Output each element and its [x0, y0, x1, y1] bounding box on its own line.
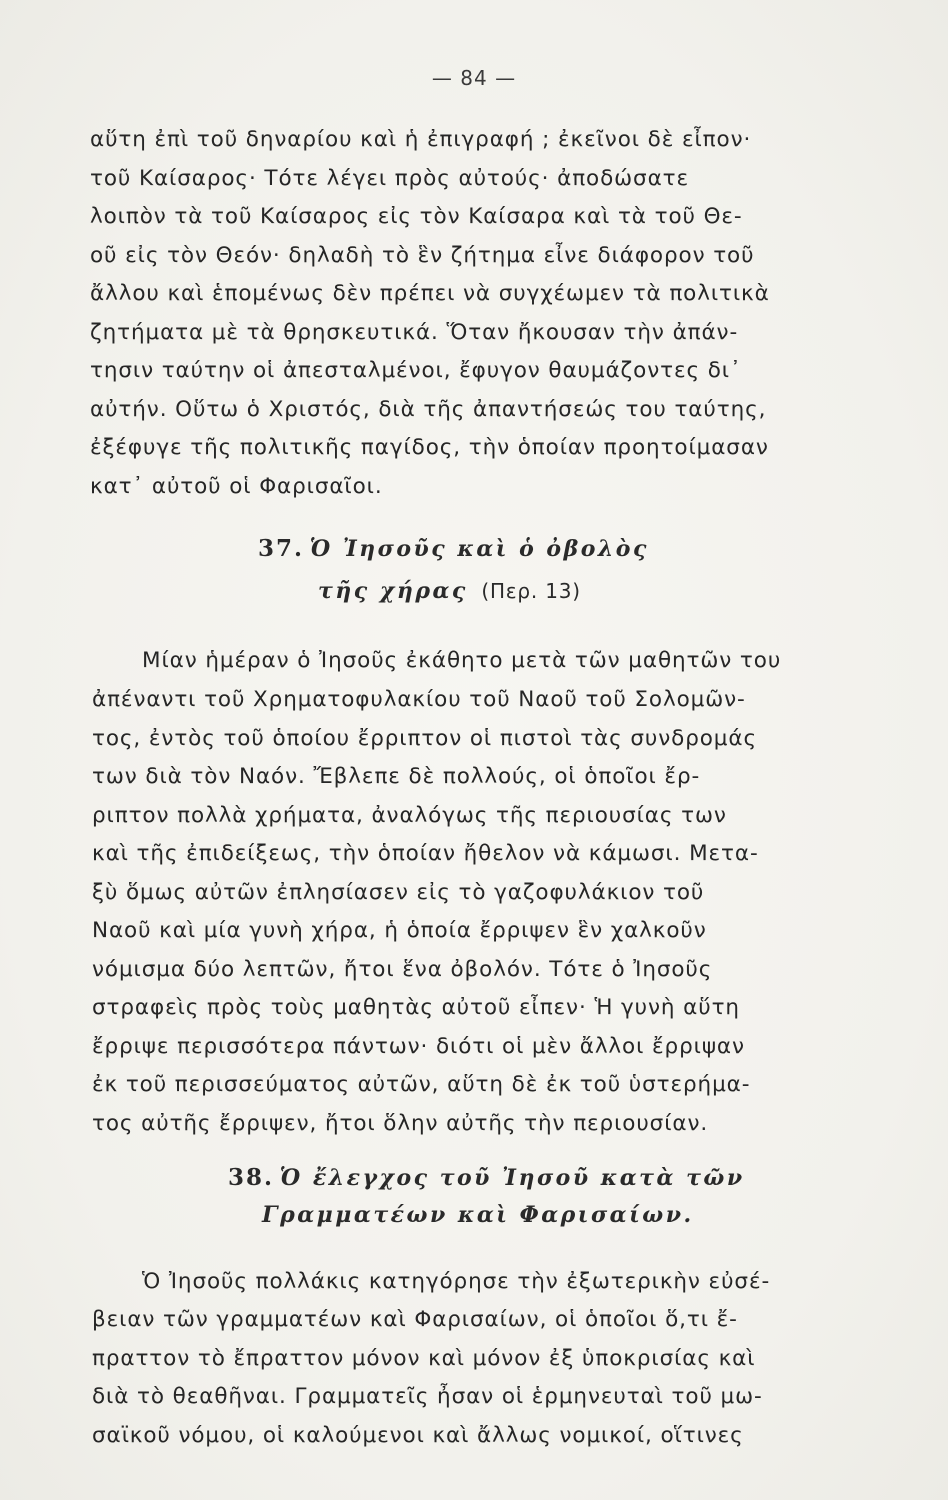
- text-line: Μίαν ἡμέραν ὁ Ἰησοῦς ἐκάθητο μετὰ τῶν μαθητῶν του: [142, 648, 782, 673]
- section-title: τῆς χήρας: [318, 578, 468, 604]
- text-line: κατ᾽ αὐτοῦ οἱ Φαρισαῖοι.: [90, 474, 383, 499]
- text-line: ἐκ τοῦ περισσεύματος αὐτῶν, αὕτη δὲ ἐκ τοῦ ὑστερήμα-: [92, 1072, 751, 1097]
- text-line: στραφεὶς πρὸς τοὺς μαθητὰς αὐτοῦ εἶπεν· Ἡ γυνὴ αὕτη: [92, 995, 740, 1020]
- text-line: ἔρριψε περισσότερα πάντων· διότι οἱ μὲν ἄλλοι ἔρριψαν: [92, 1034, 745, 1059]
- text-line: ἀπέναντι τοῦ Χρηματοφυλακίου τοῦ Ναοῦ τοῦ Σολομῶν-: [92, 687, 746, 712]
- text-line: ζητήματα μὲ τὰ θρησκευτικά. Ὅταν ἤκουσαν τὴν ἀπάν-: [90, 320, 739, 345]
- text-line: τος, ἐντὸς τοῦ ὁποίου ἔρριπτον οἱ πιστοὶ τὰς συνδρομάς: [92, 726, 757, 751]
- text-line: ἄλλου καὶ ἑπομένως δὲν πρέπει νὰ συγχέωμεν τὰ πολιτικὰ: [90, 281, 770, 306]
- text-line: βειαν τῶν γραμματέων καὶ Φαρισαίων, οἱ ὁποῖοι ὅ,τι ἔ-: [92, 1307, 738, 1332]
- text-line: ξὺ ὅμως αὐτῶν ἐπλησίασεν εἰς τὸ γαζοφυλάκιον τοῦ: [92, 880, 705, 905]
- section-number: 37.: [258, 535, 305, 562]
- section-38-heading-line-2: [262, 1202, 694, 1228]
- section-title: Ὁ Ἰησοῦς καὶ ὁ ὀβολὸς: [309, 536, 649, 562]
- text-line: Ὁ Ἰησοῦς πολλάκις κατηγόρησε τὴν ἐξωτερικὴν εὐσέ-: [142, 1269, 771, 1294]
- text-line: τησιν ταύτην οἱ ἀπεσταλμένοι, ἔφυγον θαυμάζοντες δι᾽: [90, 358, 742, 383]
- text-line: πραττον τὸ ἔπραττον μόνον καὶ μόνον ἐξ ὑποκρισίας καὶ: [92, 1346, 756, 1371]
- page-number: — 84 —: [431, 66, 517, 90]
- text-line: σαϊκοῦ νόμου, οἱ καλούμενοι καὶ ἄλλως νομικοί, οἵτινες: [92, 1423, 744, 1448]
- section-title: Ὁ ἔλεγχος τοῦ Ἰησοῦ κατὰ τῶν: [279, 1165, 745, 1191]
- text-line: οῦ εἰς τὸν Θεόν· δηλαδὴ τὸ ἓν ζήτημα εἶνε διάφορον τοῦ: [90, 243, 755, 268]
- section-37-heading: [258, 535, 649, 562]
- text-line: αὕτη ἐπὶ τοῦ δηναρίου καὶ ἡ ἐπιγραφή ; ἐκεῖνοι δὲ εἶπον·: [90, 127, 752, 152]
- text-line: Ναοῦ καὶ μία γυνὴ χήρα, ἡ ὁποία ἔρριψεν ἓν χαλκοῦν: [92, 918, 707, 943]
- text-line: αὐτήν. Οὕτω ὁ Χριστός, διὰ τῆς ἀπαντήσεώς του ταύτης,: [90, 397, 767, 422]
- section-38-heading: [228, 1164, 745, 1191]
- text-line: νόμισμα δύο λεπτῶν, ἤτοι ἕνα ὀβολόν. Τότε ὁ Ἰησοῦς: [92, 957, 713, 982]
- text-line: των διὰ τὸν Ναόν. Ἔβλεπε δὲ πολλούς, οἱ ὁποῖοι ἔρ-: [92, 764, 701, 789]
- text-line: τος αὐτῆς ἔρριψεν, ἤτοι ὅλην αὐτῆς τὴν περιουσίαν.: [92, 1111, 709, 1136]
- text-line: ριπτον πολλὰ χρήματα, ἀναλόγως τῆς περιουσίας των: [92, 803, 727, 828]
- text-line: λοιπὸν τὰ τοῦ Καίσαρος εἰς τὸν Καίσαρα καὶ τὰ τοῦ Θε-: [90, 204, 743, 229]
- text-line: ἐξέφυγε τῆς πολιτικῆς παγίδος, τὴν ὁποίαν προητοίμασαν: [90, 435, 769, 460]
- section-reference: (Περ. 13): [481, 579, 581, 603]
- text-line: διὰ τὸ θεαθῆναι. Γραμματεῖς ἦσαν οἱ ἑρμηνευταὶ τοῦ μω-: [92, 1384, 763, 1409]
- section-37-heading-line-2: [318, 578, 581, 604]
- text-line: καὶ τῆς ἐπιδείξεως, τὴν ὁποίαν ἤθελον νὰ κάμωσι. Μετα-: [92, 841, 759, 866]
- section-title: Γραμματέων καὶ Φαρισαίων.: [262, 1202, 694, 1228]
- text-line: τοῦ Καίσαρος· Τότε λέγει πρὸς αὐτούς· ἀποδώσατε: [90, 166, 690, 191]
- section-number: 38.: [228, 1164, 275, 1191]
